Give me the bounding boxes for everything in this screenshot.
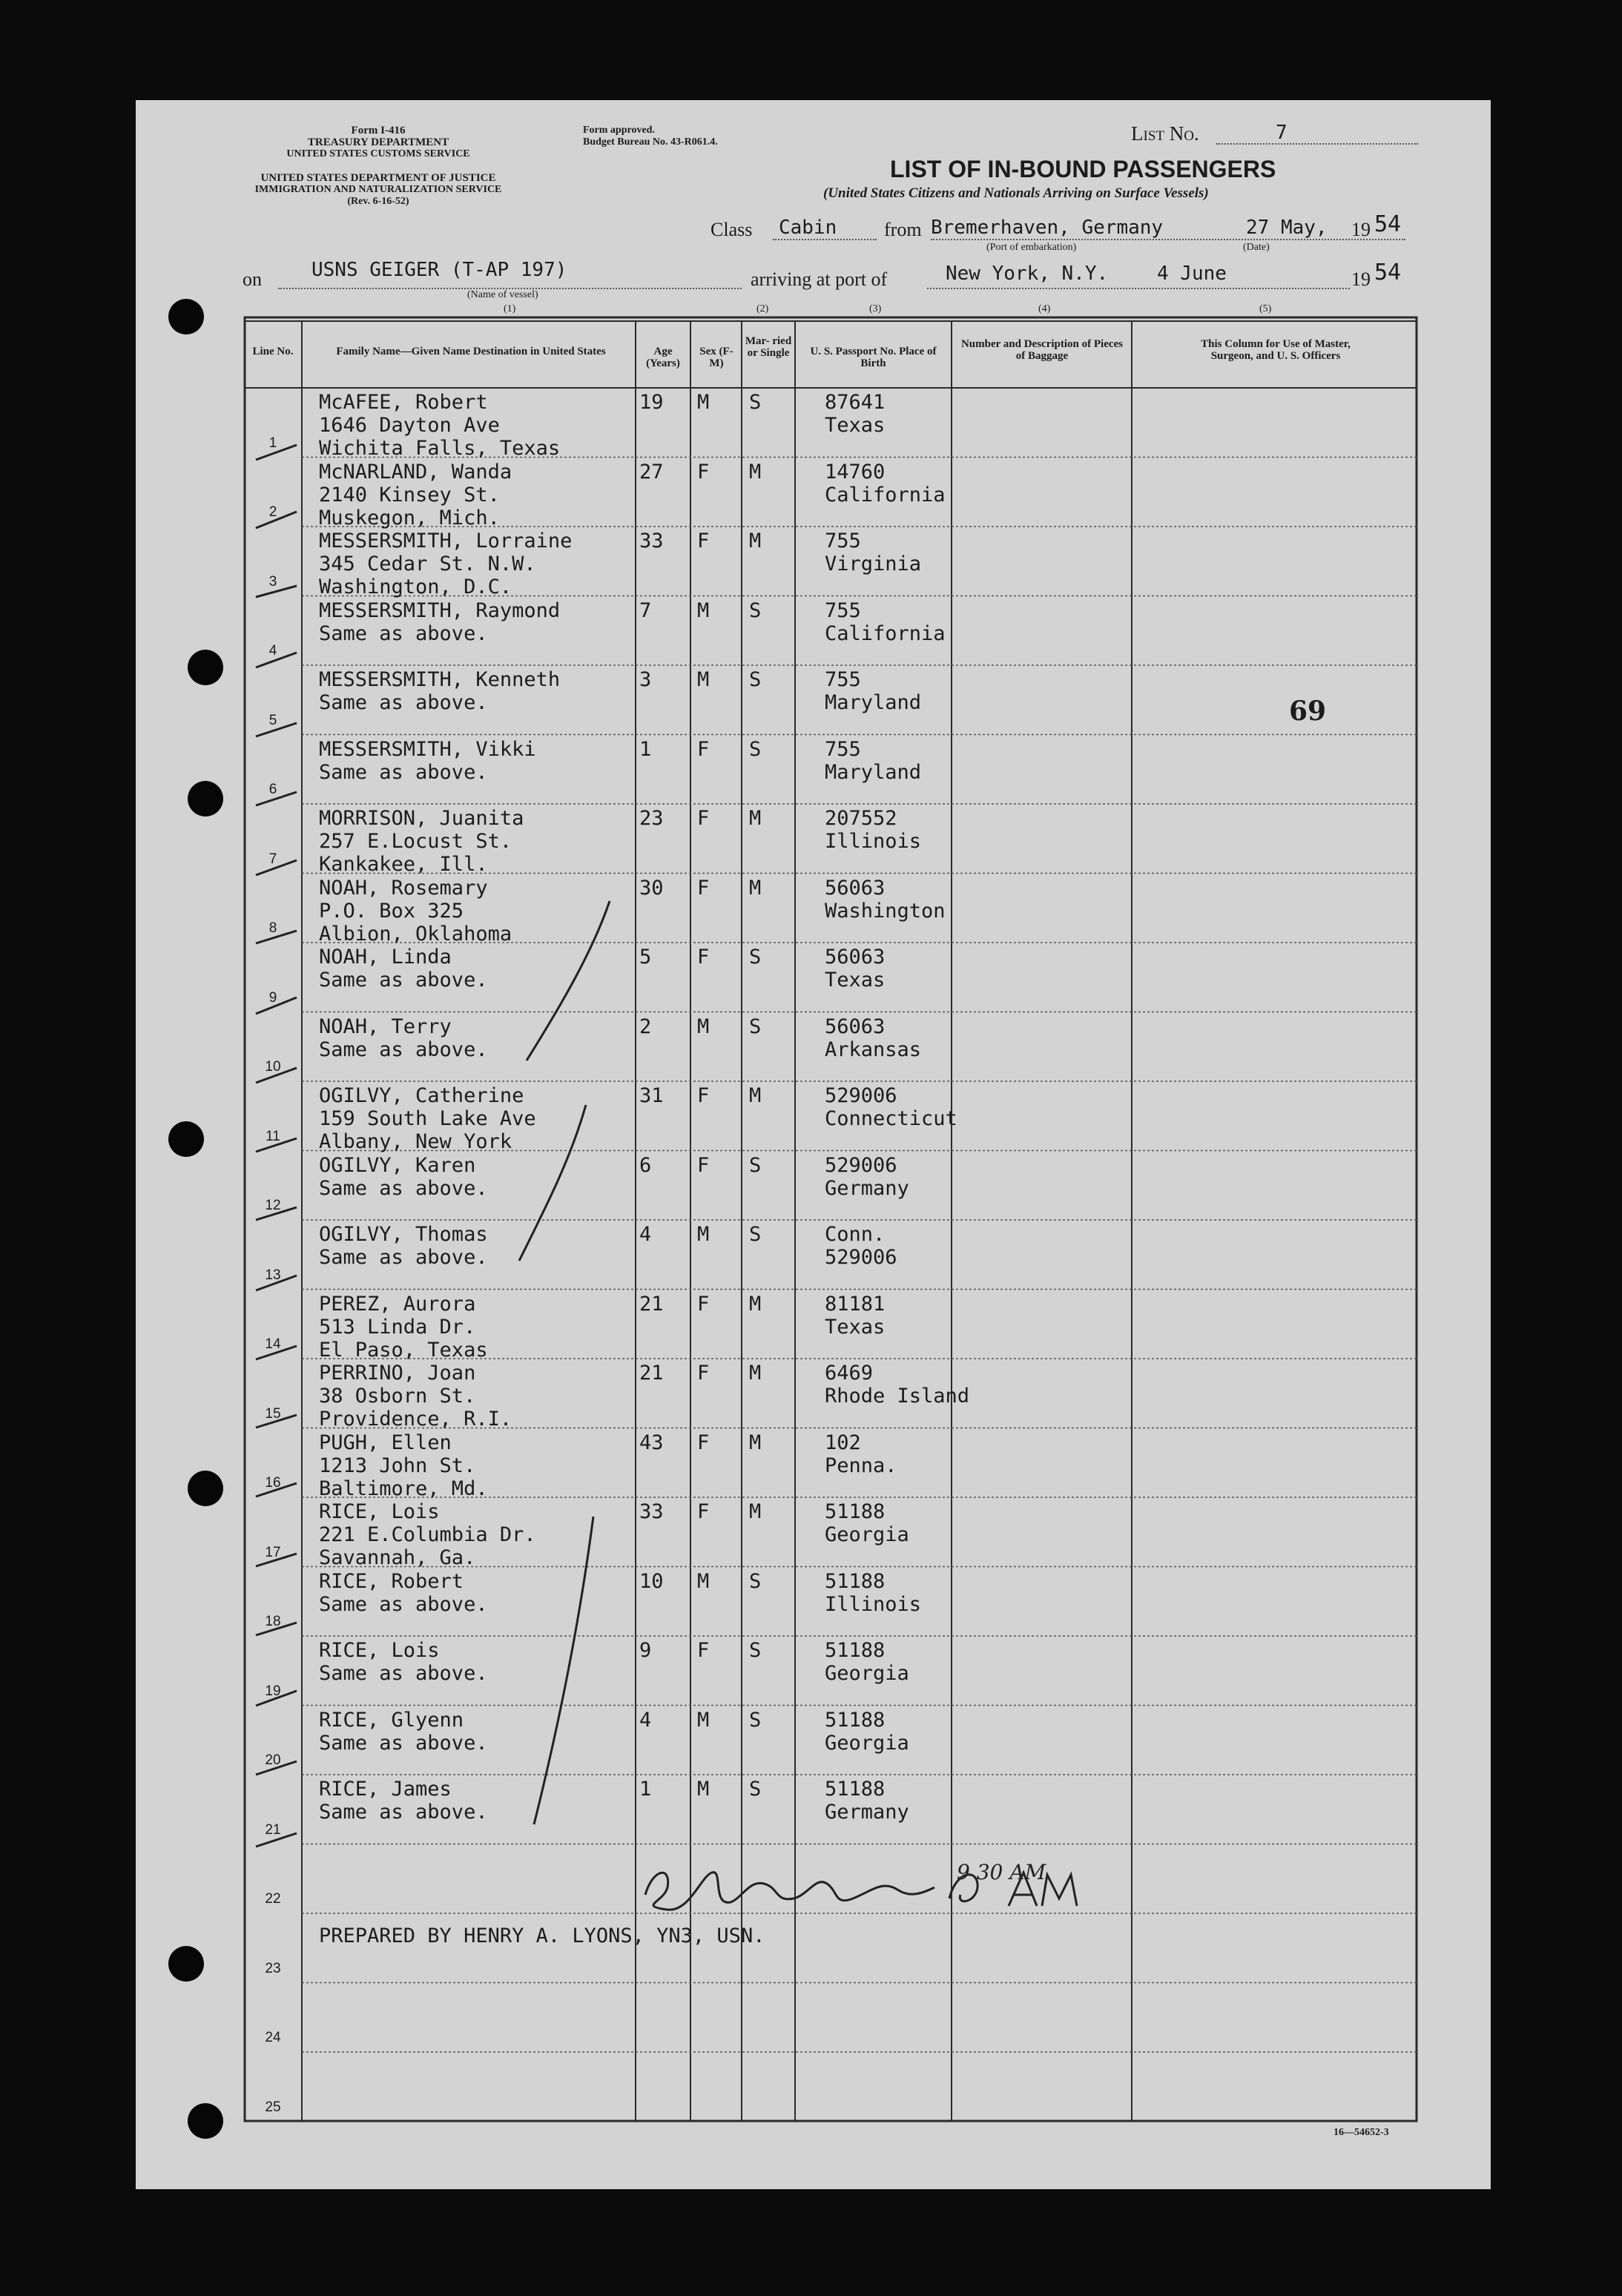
vessel-name: USNS GEIGER (T-AP 197) [311, 259, 567, 281]
passenger-address-line1: Same as above. [319, 1801, 488, 1824]
passenger-address-line1: Same as above. [319, 1662, 488, 1685]
passenger-marital-status: S [749, 1778, 762, 1801]
passport-number: 51188 [825, 1500, 886, 1523]
passport-number: 14760 [825, 460, 886, 484]
line-number: 9 [268, 989, 277, 1006]
passenger-marital-status: M [749, 1500, 762, 1523]
passport-number: 51188 [825, 1639, 886, 1662]
passenger-marital-status: M [749, 1362, 762, 1385]
passenger-name: RICE, Robert [319, 1569, 464, 1593]
header-sex: Sex (F-M) [699, 346, 733, 369]
header-married: Mar- ried or Single [745, 335, 792, 359]
passenger-name: RICE, Glyenn [319, 1708, 464, 1732]
place-of-birth: California [825, 483, 946, 507]
passenger-marital-status: S [749, 1569, 762, 1593]
passenger-age: 6 [639, 1153, 652, 1177]
passenger-sex: F [697, 1153, 710, 1177]
stamp-number: 69 [1289, 696, 1327, 727]
passenger-name: MESSERSMITH, Raymond [319, 598, 561, 622]
prepared-by: PREPARED BY HENRY A. LYONS, YN3, USN. [319, 1924, 765, 1947]
passenger-age: 5 [639, 946, 652, 969]
passenger-sex: M [697, 1708, 710, 1732]
passenger-sex: M [697, 1223, 710, 1246]
passenger-sex: F [697, 946, 710, 969]
form-number: Form I-416 [351, 125, 406, 136]
place-of-birth: Illinois [825, 830, 922, 853]
place-of-birth: Maryland [825, 760, 922, 784]
passenger-age: 1 [639, 737, 652, 761]
passenger-marital-status: S [749, 668, 762, 691]
col-number-3: (3) [869, 303, 882, 314]
place-of-birth: Connecticut [825, 1107, 957, 1130]
passenger-age: 30 [639, 876, 664, 900]
passport-number: 102 [825, 1431, 861, 1454]
passenger-age: 43 [639, 1431, 664, 1454]
list-number: 7 [1276, 122, 1288, 144]
line-number: 6 [268, 782, 277, 797]
passenger-sex: F [697, 1292, 710, 1316]
passenger-address-line2: Albany, New York [319, 1130, 512, 1153]
passenger-sex: F [697, 876, 710, 900]
place-of-birth: Illinois [825, 1592, 922, 1616]
passport-number: 51188 [825, 1569, 886, 1593]
passenger-name: McNARLAND, Wanda [319, 460, 512, 484]
place-of-birth: Penna. [825, 1454, 897, 1477]
line-number: 10 [265, 1059, 281, 1075]
passenger-age: 10 [639, 1569, 664, 1593]
passenger-name: RICE, Lois [319, 1500, 440, 1523]
passenger-marital-status: S [749, 1015, 762, 1038]
passenger-name: NOAH, Rosemary [319, 876, 488, 900]
line-number: 8 [268, 920, 277, 936]
passenger-name: OGILVY, Karen [319, 1153, 476, 1177]
passenger-marital-status: S [749, 946, 762, 969]
header-baggage: Number and Description of Pieces of Baggage [960, 338, 1124, 362]
passenger-age: 7 [639, 598, 652, 622]
col-number-1: (1) [504, 303, 516, 314]
line-number: 23 [265, 1960, 281, 1976]
passenger-marital-status: M [749, 1431, 762, 1454]
passport-number: Conn. [825, 1223, 886, 1246]
passenger-address-line1: Same as above. [319, 1592, 488, 1616]
place-of-birth: Washington [825, 899, 946, 923]
passenger-sex: M [697, 1778, 710, 1801]
line-number: 11 [266, 1128, 280, 1144]
passenger-sex: M [697, 1569, 710, 1593]
passenger-name: OGILVY, Catherine [319, 1084, 524, 1107]
arrival-year: 54 [1374, 260, 1402, 286]
passenger-address-line1: Same as above. [319, 760, 488, 784]
line-number: 1 [268, 435, 277, 451]
line-number: 12 [265, 1198, 281, 1213]
passenger-name: OGILVY, Thomas [319, 1223, 488, 1246]
passenger-address-line2: Muskegon, Mich. [319, 506, 500, 530]
on-label: on [243, 268, 262, 290]
passport-number: 529006 [825, 1084, 897, 1107]
port-caption: (Port of embarkation) [986, 242, 1077, 253]
passenger-marital-status: M [749, 1292, 762, 1316]
passenger-name: MESSERSMITH, Lorraine [319, 530, 573, 552]
place-of-birth: Germany [825, 1176, 909, 1200]
header-officers: This Column for Use of Master, Surgeon, and U. S. Officers [1201, 338, 1351, 362]
passenger-address-line1: 221 E.Columbia Dr. [319, 1523, 536, 1546]
passenger-name: RICE, Lois [319, 1639, 440, 1662]
place-of-birth: Maryland [825, 691, 922, 714]
passenger-marital-status: S [749, 1223, 762, 1246]
passenger-age: 19 [639, 391, 664, 414]
passenger-name: RICE, James [319, 1778, 452, 1801]
passenger-name: McAFEE, Robert [319, 391, 488, 414]
line-number: 4 [268, 643, 277, 659]
passenger-sex: F [697, 460, 710, 484]
passenger-age: 21 [639, 1362, 664, 1385]
passenger-age: 3 [639, 668, 652, 691]
form-subtitle: (United States Citizens and Nationals Arriving on Surface Vessels) [823, 185, 1209, 201]
passenger-sex: F [697, 1639, 710, 1662]
passenger-address-line2: Washington, D.C. [319, 575, 512, 598]
col-number-2: (2) [756, 303, 769, 314]
port-of-embarkation: Bremerhaven, Germany [931, 217, 1164, 239]
passenger-age: 4 [639, 1223, 652, 1246]
from-label: from [884, 219, 922, 240]
form-revision: (Rev. 6-16-52) [347, 196, 409, 207]
passenger-age: 4 [639, 1708, 652, 1732]
passenger-age: 1 [639, 1778, 652, 1801]
arriving-label: arriving at port of [751, 268, 888, 290]
passenger-marital-status: M [749, 1084, 762, 1107]
passenger-address-line1: 159 South Lake Ave [319, 1107, 536, 1130]
place-of-birth: Georgia [825, 1523, 909, 1546]
passport-number: 56063 [825, 946, 886, 969]
passenger-address-line2: Savannah, Ga. [319, 1546, 476, 1569]
passenger-marital-status: S [749, 1153, 762, 1177]
passenger-name: NOAH, Linda [319, 946, 452, 969]
passenger-address-line1: 257 E.Locust St. [319, 830, 512, 853]
passenger-marital-status: M [749, 876, 762, 900]
passenger-address-line2: Kankakee, Ill. [319, 853, 488, 876]
passenger-age: 2 [639, 1015, 652, 1038]
place-of-birth: Texas [825, 414, 886, 437]
passenger-address-line1: 38 Osborn St. [319, 1385, 476, 1408]
passenger-address-line1: 513 Linda Dr. [319, 1315, 476, 1339]
passenger-age: 33 [639, 530, 664, 552]
place-of-birth: Virginia [825, 552, 922, 575]
arrival-date: 4 June [1157, 263, 1227, 285]
place-of-birth: Germany [825, 1801, 909, 1824]
line-number: 13 [265, 1267, 281, 1283]
passenger-address-line2: Wichita Falls, Texas [319, 437, 561, 460]
passenger-marital-status: S [749, 737, 762, 761]
passenger-marital-status: M [749, 530, 762, 552]
dept-customs: UNITED STATES CUSTOMS SERVICE [286, 148, 470, 159]
passenger-age: 9 [639, 1639, 652, 1662]
passenger-address-line2: Baltimore, Md. [319, 1477, 488, 1500]
passenger-address-line1: Same as above. [319, 691, 488, 714]
passenger-sex: M [697, 598, 710, 622]
line-number: 24 [265, 2030, 281, 2045]
embarkation-year: 54 [1374, 211, 1402, 237]
passport-number: 51188 [825, 1708, 886, 1732]
passenger-marital-status: S [749, 598, 762, 622]
line-number: 5 [268, 712, 277, 728]
passenger-address-line2: Providence, R.I. [319, 1408, 512, 1431]
line-number: 20 [265, 1752, 281, 1768]
passenger-age: 33 [639, 1500, 664, 1523]
passenger-marital-status: S [749, 391, 762, 414]
line-number: 19 [265, 1683, 281, 1699]
passenger-sex: F [697, 807, 710, 830]
passenger-sex: M [697, 391, 710, 414]
header-passport: U. S. Passport No. Place of Birth [810, 346, 937, 369]
place-of-birth: Rhode Island [825, 1385, 970, 1408]
passenger-age: 31 [639, 1084, 664, 1107]
passenger-address-line2: El Paso, Texas [319, 1338, 488, 1362]
passenger-sex: F [697, 1431, 710, 1454]
date-caption: (Date) [1243, 242, 1270, 253]
passenger-address-line1: 2140 Kinsey St. [319, 483, 500, 507]
header-line-no: Line No. [252, 346, 294, 357]
line-number: 25 [265, 2099, 281, 2115]
class-label: Class [711, 219, 753, 240]
passenger-sex: F [697, 1500, 710, 1523]
place-of-birth: Texas [825, 969, 886, 992]
form-title: LIST OF IN-BOUND PASSENGERS [890, 156, 1276, 182]
arrival-port: New York, N.Y. [946, 263, 1109, 285]
dept-treasury: TREASURY DEPARTMENT [307, 136, 449, 148]
approval-line-1: Form approved. [583, 125, 655, 136]
line-number: 14 [265, 1336, 281, 1352]
header-age: Age (Years) [646, 346, 680, 369]
passenger-marital-status: M [749, 807, 762, 830]
passenger-age: 27 [639, 460, 664, 484]
passenger-address-line1: Same as above. [319, 1038, 488, 1061]
passport-number: 51188 [825, 1778, 886, 1801]
dept-justice: UNITED STATES DEPARTMENT OF JUSTICE [260, 172, 496, 184]
passenger-name: PUGH, Ellen [319, 1431, 452, 1454]
signature-time: 9 30 AM [957, 1860, 1046, 1884]
line-number: 15 [265, 1405, 281, 1422]
passport-number: 56063 [825, 876, 886, 900]
passenger-sex: F [697, 737, 710, 761]
passport-number: 81181 [825, 1292, 886, 1316]
passenger-sex: M [697, 668, 710, 691]
passport-number: 755 [825, 668, 861, 691]
passport-number: 529006 [825, 1153, 897, 1177]
line-number: 2 [268, 504, 277, 520]
passenger-address-line1: 1213 John St. [319, 1454, 476, 1477]
year-prefix: 19 [1351, 219, 1371, 240]
passenger-marital-status: S [749, 1639, 762, 1662]
passenger-address-line1: Same as above. [319, 1176, 488, 1200]
passport-number: 755 [825, 530, 861, 552]
passport-number: 207552 [825, 807, 897, 830]
line-number: 22 [265, 1891, 281, 1907]
header-name: Family Name—Given Name Destination in United States [336, 346, 606, 357]
approval-line-2: Budget Bureau No. 43-R061.4. [583, 136, 718, 148]
place-of-birth: Georgia [825, 1731, 909, 1755]
passenger-marital-status: S [749, 1708, 762, 1732]
passenger-address-line1: P.O. Box 325 [319, 899, 464, 923]
line-number: 16 [265, 1475, 281, 1491]
col-number-4: (4) [1038, 303, 1051, 314]
list-no-label: List No. [1131, 122, 1199, 145]
place-of-birth: 529006 [825, 1246, 897, 1269]
place-of-birth: Georgia [825, 1662, 909, 1685]
passport-number: 755 [825, 598, 861, 622]
line-number: 17 [265, 1544, 281, 1560]
passport-number: 87641 [825, 391, 886, 414]
passenger-sex: F [697, 1084, 710, 1107]
passenger-marital-status: M [749, 460, 762, 484]
passenger-sex: F [697, 1362, 710, 1385]
passenger-address-line1: Same as above. [319, 1731, 488, 1755]
dept-ins: IMMIGRATION AND NATURALIZATION SERVICE [254, 184, 502, 195]
passenger-address-line2: Albion, Oklahoma [319, 922, 512, 946]
col-number-5: (5) [1259, 303, 1272, 314]
embarkation-date: 27 May, [1246, 217, 1328, 239]
place-of-birth: California [825, 621, 946, 645]
passenger-name: PEREZ, Aurora [319, 1292, 476, 1316]
passenger-name: PERRINO, Joan [319, 1362, 476, 1385]
passenger-name: MORRISON, Juanita [319, 807, 524, 830]
line-number: 21 [265, 1821, 281, 1838]
passenger-sex: M [697, 1015, 710, 1038]
form-code: 16—54652-3 [1333, 2127, 1389, 2138]
passenger-address-line1: 345 Cedar St. N.W. [319, 552, 536, 575]
passport-number: 56063 [825, 1015, 886, 1038]
line-number: 7 [268, 851, 277, 867]
place-of-birth: Texas [825, 1315, 886, 1339]
year-prefix-2: 19 [1351, 268, 1371, 290]
passenger-address-line1: 1646 Dayton Ave [319, 414, 500, 437]
passenger-name: MESSERSMITH, Kenneth [319, 668, 561, 691]
passenger-age: 21 [639, 1292, 664, 1316]
line-number: 18 [265, 1614, 281, 1629]
passport-number: 755 [825, 737, 861, 761]
class-value: Cabin [779, 217, 837, 239]
passenger-name: MESSERSMITH, Vikki [319, 737, 536, 761]
line-number: 3 [268, 573, 277, 590]
passenger-sex: F [697, 530, 710, 552]
passport-number: 6469 [825, 1362, 874, 1385]
passenger-address-line1: Same as above. [319, 969, 488, 992]
passenger-address-line1: Same as above. [319, 621, 488, 645]
place-of-birth: Arkansas [825, 1038, 922, 1061]
passenger-address-line1: Same as above. [319, 1246, 488, 1269]
passenger-name: NOAH, Terry [319, 1015, 452, 1038]
vessel-caption: (Name of vessel) [467, 289, 538, 300]
passenger-age: 23 [639, 807, 664, 830]
